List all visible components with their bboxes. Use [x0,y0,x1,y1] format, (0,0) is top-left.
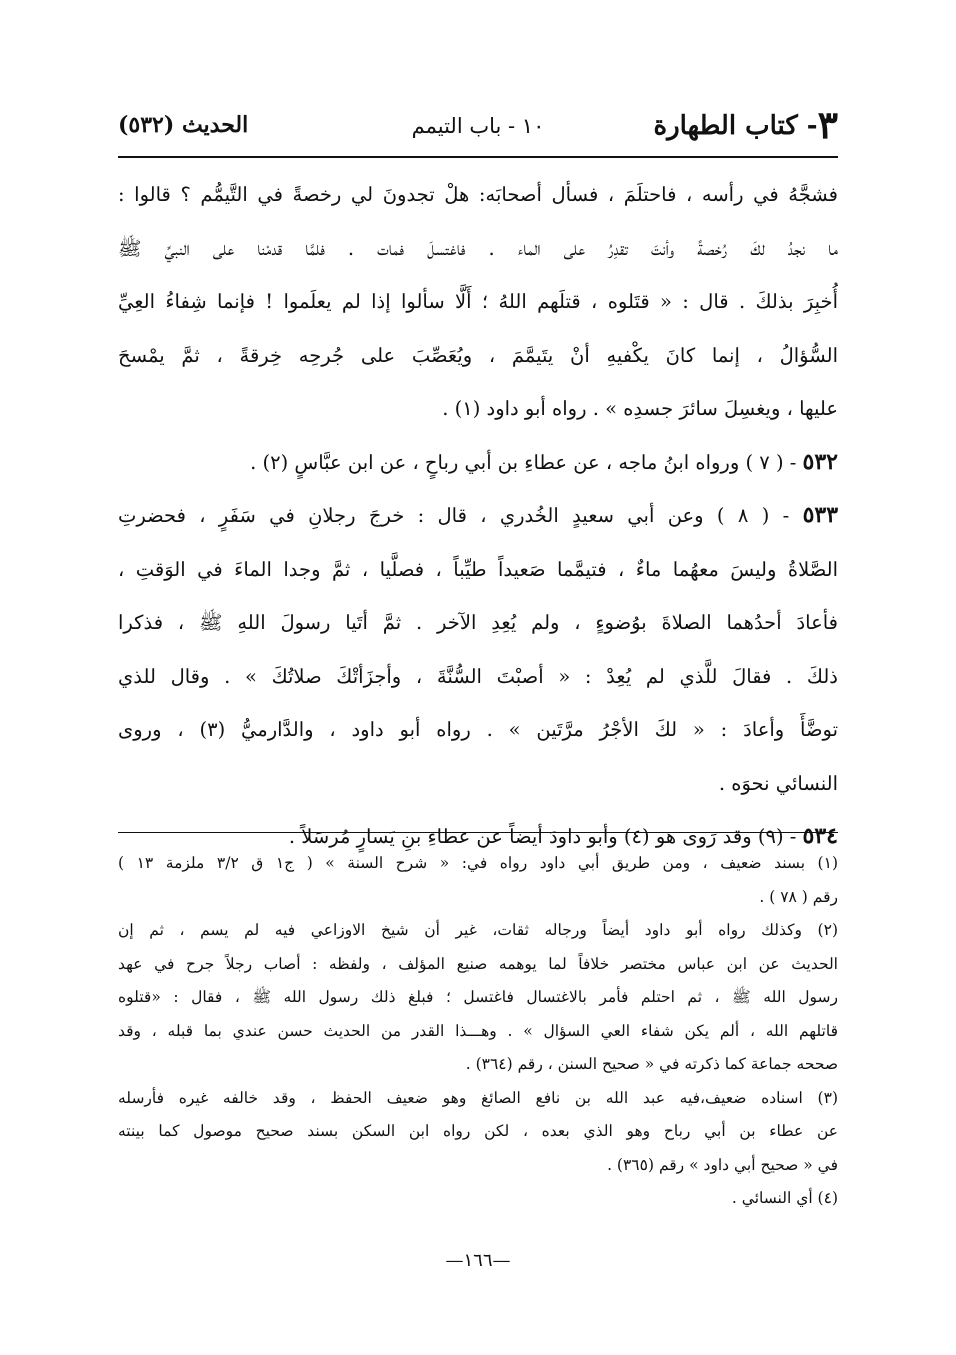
book-number: ٣ [817,102,838,147]
hadith-text: - ( ٧ ) ورواه ابنُ ماجه ، عن عطاءِ بن أبي رباحٍ ، عن ابن عبَّاسٍ (٢) . [250,450,797,474]
hadith-range: الحديث (٥٣٢) [118,112,249,138]
footnote-line: صححه جماعة كما ذكرته في « صحيح السنن ، رقم (٣٦٤) . [465,1055,838,1073]
hadith-532 [118,436,838,490]
footnote-line: (٢) وكذلك رواه أبو داود أيضاً ورجاله ثقات، غير أن شيخ الاوزاعي فيه لم يسم ، ثم إن [118,921,838,939]
footnote-rule [118,832,838,833]
text-line: ما نجدُ لكَ رُخصةً وأنتَ تقدِرُ على الماء . فاغتسلَ فمات . فلمَّا قدمْنا على النبيِّ ﷺ [118,236,838,260]
footnotes [118,847,838,1216]
running-header [118,102,838,152]
footnote-line: رسول الله ﷺ ، ثم احتلم فأمر بالاغتسال فاغتسل ؛ فبلغ ذلك رسول الله ﷺ ، فقال : «قتلوه [118,988,838,1006]
text-line: الصَّلاةُ وليسَ معهُما ماءٌ ، فتيمَّما صَعيداً طيِّباً ، فصلَّيا ، ثمَّ وجدا الماءَ في الوَقتِ ، [118,557,838,581]
page-number: —١٦٦— [445,1250,511,1271]
footnote-line: قاتلهم الله ، ألم يكن شفاء العي السؤال » . وهـــذا القدر من الحديث حسن عندي بما قبله ، وقد [118,1021,838,1040]
text-line: عليها ، ويغسِلَ سائرَ جسدِه » . رواه أبو داود (١) . [442,397,838,420]
footnote-line: (١) بسند ضعيف ، ومن طريق أبي داود رواه في: « شرح السنة » ( ج١ ق ٣/٢ ملزمة ١٣ ) [118,854,838,872]
text-line: ذلكَ . فقالَ للَّذي لم يُعِدْ : « أصبْتَ السُّنَّةَ ، وأجزَأتْكَ صلاتُكَ » . وقال للذي [118,664,838,688]
footnote-line: في « صحيح أبي داود » رقم (٣٦٥) . [607,1155,838,1174]
hadith-text: - ( ٨ ) وعن أبي سعيدٍ الخُدري ، قال : خرجَ رجلانِ في سَفَرٍ ، فحضرتِ [118,504,790,527]
footnote-line: رقم ( ٧٨ ) . [759,887,838,906]
text-line: فأعادَ أحدُهما الصلاةَ بوُضوءٍ ، ولم يُعِدِ الآخر . ثمَّ أتَيا رسولَ اللهِ ﷺ ، فذكرا [118,611,838,634]
main-text [118,168,838,864]
text-line: السُّؤالُ ، إنما كانَ يكْفيهِ أنْ يتَيمَّمَ ، ويُعَصِّبَ على جُرحِه خِرقةً ، ثمَّ يمْسحَ [118,343,838,367]
hadith-number: ٥٣٢ [802,448,838,475]
text-line: النسائي نحوَه . [718,771,838,795]
text-line: توضَّأَ وأعادَ : « لكَ الأجْرُ مرَّتَين » . رواه أبو داود ، والدَّارميُّ (٣) ، وروى [118,718,838,741]
footnote-line: (٣) اسناده ضعيف،فيه عبد الله بن نافع الصائغ وهو ضعيف الحفظ ، وقد خالفه غيره فأرسله [118,1088,838,1107]
text-line: فشجَّهُ في رأسه ، فاحتلَمَ ، فسأل أصحابَه: هلْ تجدونَ لي رخصةً في التَّيمُّم ؟ قالوا : [118,183,838,206]
text-line: أُخبِرَ بذلكَ . قال : « قتَلوه ، قتلَهم اللهُ ؛ أَلَّا سألوا إذا لم يعلَموا ! فإنما شِفاءُ العِيِّ [118,290,838,313]
chapter-title: ١٠ - باب التيمم [411,114,545,138]
header-rule [118,156,838,158]
hadith-533 [118,489,838,543]
book-title-text: - كتاب الطهارة [653,111,818,141]
hadith-number: ٥٣٤ [802,823,838,849]
hadith-text: - (٩) وقد رَوى هو (٤) وأبو داودَ أيضاً عن عطاءِ بنِ يَسارٍ مُرسَلاً . [288,825,797,848]
footnote-line: الحديث عن ابن عباس مختصر خلافاً لما يوهمه صنيع المؤلف ، ولفظه : أصاب رجلاً جرح في عهد [118,954,838,973]
footnote-line: (٤) أي النسائي . [731,1189,838,1207]
hadith-number: ٥٣٣ [802,502,838,528]
footnote-line: عن عطاء بن أبي رباح وهو الذي بعده ، لكن رواه ابن السكن بسند صحيح موصول كما بينته [118,1122,838,1140]
